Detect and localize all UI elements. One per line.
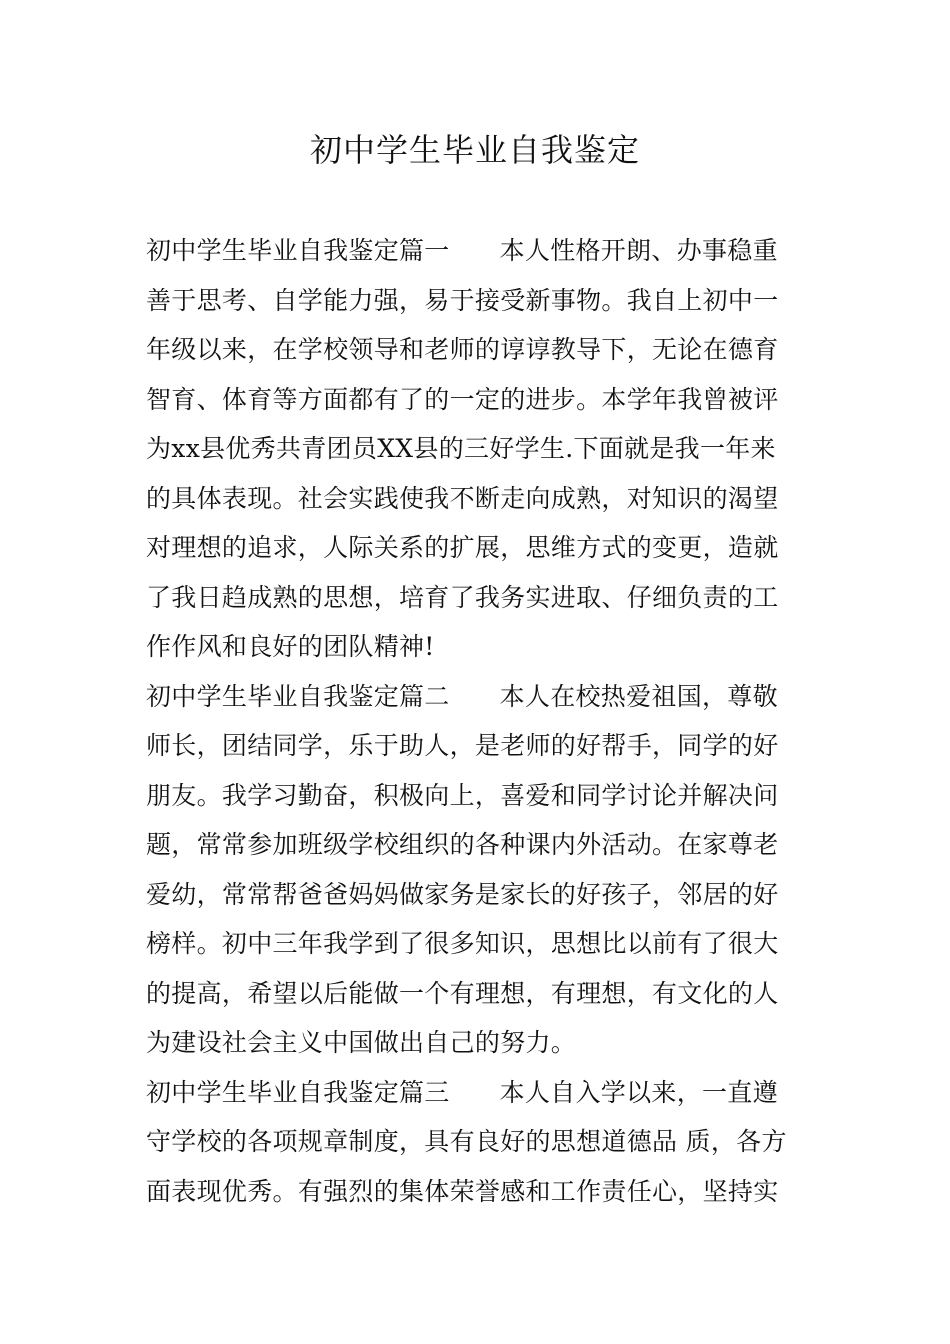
paragraph-line: 师长，团结同学，乐于助人，是老师的好帮手，同学的好	[146, 731, 779, 760]
paragraph-line: 榜样。初中三年我学到了很多知识，思想比以前有了很大	[146, 929, 779, 958]
paragraph-line: 对理想的追求，人际关系的扩展，思维方式的变更，造就	[146, 533, 779, 562]
paragraph-line: 智育、体育等方面都有了的一定的进步。本学年我曾被评	[146, 384, 779, 414]
paragraph-line: 题，常常参加班级学校组织的各种课内外活动。在家尊老	[146, 830, 779, 859]
paragraph-line: 的具体表现。社会实践使我不断走向成熟，对知识的渴望	[146, 483, 779, 513]
paragraph-line: 本人自入学以来，一直遵	[499, 1077, 778, 1107]
section-3-first-line	[146, 1068, 816, 1118]
section-1-first-line	[146, 226, 816, 276]
paragraph-line: 了我日趋成熟的思想，培育了我务实进取、仔细负责的工	[146, 582, 779, 612]
section-2-first-line	[146, 672, 816, 722]
document-body	[146, 226, 816, 1216]
paragraph-line: 为xx县优秀共青团员XX县的三好学生.下面就是我一年来	[146, 434, 776, 463]
section-heading: 初中学生毕业自我鉴定篇二	[146, 681, 450, 711]
paragraph-line: 本人在校热爱祖国，尊敬	[499, 681, 778, 711]
paragraph-line: 守学校的各项规章制度，具有良好的思想道德品 质，各方	[146, 1127, 787, 1156]
paragraph-line: 面表现优秀。有强烈的集体荣誉感和工作责任心，坚持实	[146, 1176, 779, 1206]
paragraph-line: 朋友。我学习勤奋，积极向上，喜爱和同学讨论并解决问	[146, 780, 779, 810]
document-title: 初中学生毕业自我鉴定	[309, 131, 640, 169]
paragraph-line: 年级以来，在学校领导和老师的谆谆教导下，无论在德育	[146, 335, 779, 364]
paragraph-line: 爱幼，常常帮爸爸妈妈做家务是家长的好孩子，邻居的好	[146, 879, 779, 909]
paragraph-line: 作作风和良好的团队精神!	[146, 632, 435, 661]
paragraph-line: 的提高，希望以后能做一个有理想，有理想，有文化的人	[146, 978, 779, 1008]
section-heading: 初中学生毕业自我鉴定篇三	[146, 1077, 450, 1107]
paragraph-line: 为建设社会主义中国做出自己的努力。	[146, 1028, 577, 1057]
section-heading: 初中学生毕业自我鉴定篇一	[146, 236, 450, 265]
paragraph-line: 善于思考、自学能力强，易于接受新事物。我自上初中一	[146, 285, 779, 315]
paragraph-line: 本人性格开朗、办事稳重	[499, 236, 778, 265]
